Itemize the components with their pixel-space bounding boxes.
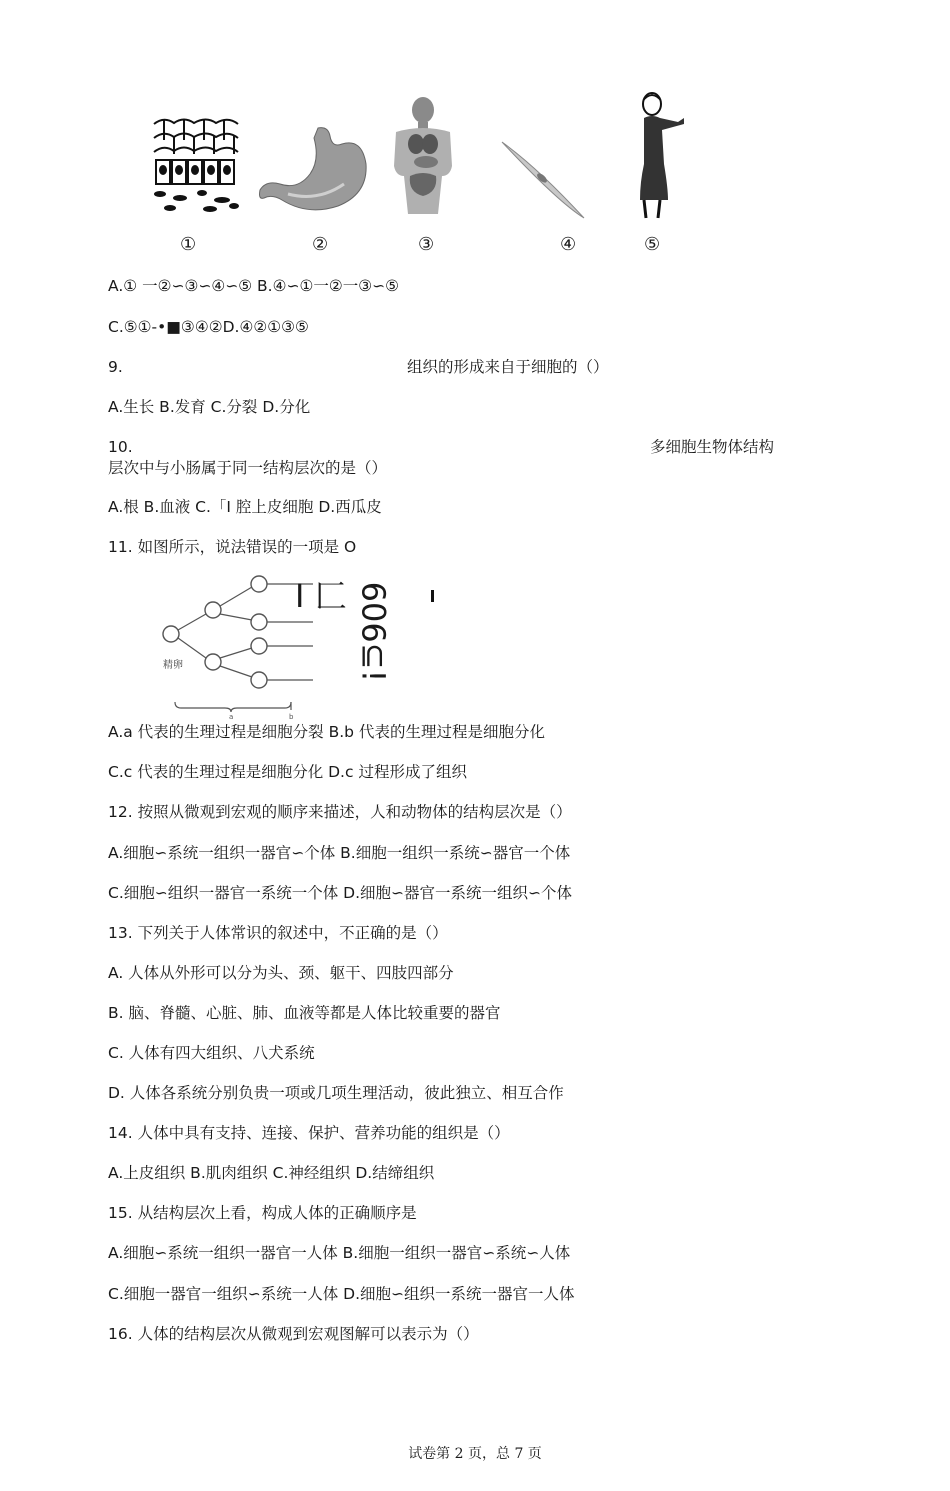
stomach-image (258, 124, 370, 216)
q13-option-a: A. 人体从外形可以分为头、颈、躯干、四肢四部分 (108, 964, 454, 982)
q11-figure (155, 570, 455, 720)
q12-options-cd: C.细胞∽组织一器官一系统一个体 D.细胞∽器官一系统一组织∽个体 (108, 884, 573, 902)
q13-stem: 13. 下列关于人体常识的叙述中，不正确的是（） (108, 924, 448, 942)
image-label-3: ③ (418, 234, 435, 255)
q15-stem: 15. 从结构层次上看，构成人体的正确顺序是 (108, 1204, 417, 1222)
svg-text:b: b (289, 713, 294, 720)
q10-number: 10. (108, 438, 133, 456)
image-label-5: ⑤ (644, 234, 661, 255)
q9-number: 9. (108, 358, 123, 376)
q15-options-ab: A.细胞∽系统一组织一器官一人体 B.细胞一组织一器官∽系统∽人体 (108, 1244, 571, 1262)
q8-figure (150, 92, 690, 262)
muscle-cell-image (498, 138, 588, 222)
page-footer: 试卷第 2 页，总 7 页 (408, 1446, 542, 1462)
human-organs-image (388, 96, 458, 216)
figure-tick (431, 590, 434, 602)
figure-rotated-text: 606⊆! (354, 581, 393, 683)
q13-option-b: B. 脑、脊髓、心脏、肺、血液等都是人体比较重要的器官 (108, 1004, 501, 1022)
q15-options-cd: C.细胞一器官一组织∽系统一人体 D.细胞∽组织一系统一器官一人体 (108, 1285, 575, 1303)
figure-glyph: I 匚 (295, 577, 347, 615)
image-label-4: ④ (560, 234, 577, 255)
epithelial-tissue-image (150, 114, 242, 214)
q11-options-cd: C.c 代表的生理过程是细胞分化 D.c 过程形成了组织 (108, 763, 467, 781)
image-label-1: ① (180, 234, 197, 255)
q8-options-cd: C.⑤①-•■③④②D.④②①③⑤ (108, 318, 309, 336)
q12-stem: 12. 按照从微观到宏观的顺序来描述，人和动物体的结构层次是（） (108, 803, 572, 821)
q8-options-ab: A.① 一②∽③∽④∽⑤ B.④∽①一②一③∽⑤ (108, 277, 400, 295)
image-label-2: ② (312, 234, 329, 255)
q14-stem: 14. 人体中具有支持、连接、保护、营养功能的组织是（） (108, 1124, 510, 1142)
figure-label: 精卵 (163, 660, 183, 671)
q9-stem: 组织的形成来自于细胞的（） (407, 358, 609, 376)
q10-options: A.根 B.血液 C.「I 腔上皮细胞 D.西瓜皮 (108, 498, 382, 516)
q12-options-ab: A.细胞∽系统一组织一器官∽个体 B.细胞一组织一系统∽器官一个体 (108, 844, 571, 862)
woman-image (634, 92, 690, 222)
q13-option-c: C. 人体有四大组织、八犬系统 (108, 1044, 315, 1062)
q11-stem: 11. 如图所示，说法错误的一项是 O (108, 538, 357, 556)
q13-option-d: D. 人体各系统分别负贵一项或几项生理活动，彼此独立、相互合作 (108, 1084, 564, 1102)
q16-stem: 16. 人体的结构层次从微观到宏观图解可以表示为（） (108, 1325, 479, 1343)
q9-options: A.生长 B.发育 C.分裂 D.分化 (108, 398, 311, 416)
q10-stem-line2: 层次中与小肠属于同一结构层次的是（） (108, 459, 388, 477)
q11-options-ab: A.a 代表的生理过程是细胞分裂 B.b 代表的生理过程是细胞分化 (108, 723, 545, 741)
svg-text:a: a (229, 713, 234, 720)
q10-stem-right: 多细胞生物体结构 (650, 438, 775, 456)
q14-options: A.上皮组织 B.肌肉组织 C.神经组织 D.结缔组织 (108, 1164, 435, 1182)
